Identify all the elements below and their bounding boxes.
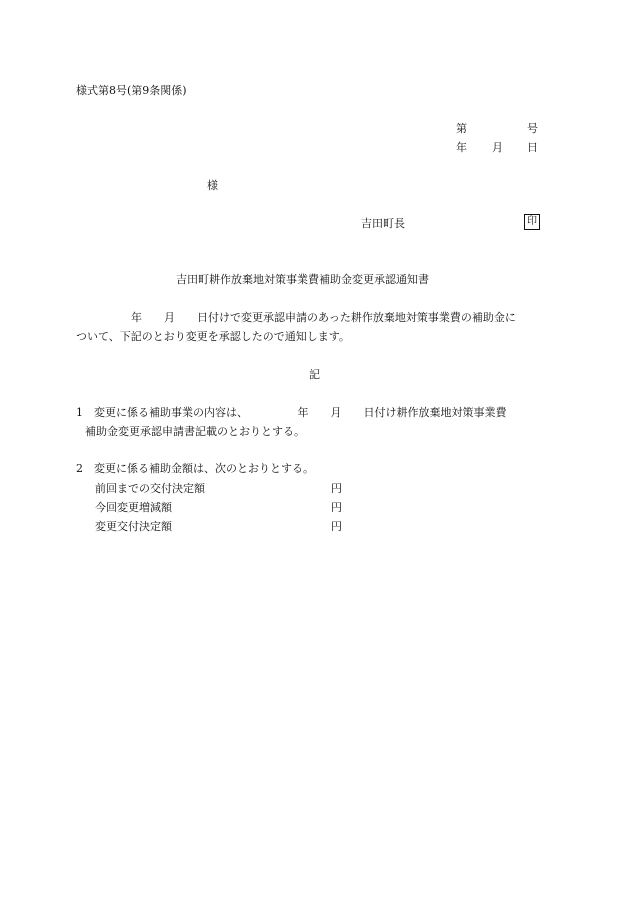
document-number-prefix: 第 [456, 122, 467, 135]
seal-mark: 印 [524, 214, 540, 230]
amount-label-change: 今回変更増減額 [95, 501, 172, 514]
document-number-suffix: 号 [527, 122, 538, 135]
item-1-line-2: 補助金変更承認申請書記載のとおりとする。 [85, 425, 305, 438]
amount-unit-revised: 円 [331, 520, 342, 533]
amount-label-previous: 前回までの交付決定額 [95, 482, 205, 495]
document-title: 吉田町耕作放棄地対策事業費補助金変更承認通知書 [176, 273, 429, 286]
item-1-line-1: 1 変更に係る補助事業の内容は、 年 月 日付け耕作放棄地対策事業費 [76, 406, 507, 419]
ki-heading: 記 [309, 368, 320, 381]
date-day: 日 [527, 141, 538, 154]
date-month: 月 [492, 141, 503, 154]
addressee-suffix: 様 [207, 179, 218, 192]
amount-unit-change: 円 [331, 501, 342, 514]
date-year: 年 [456, 141, 467, 154]
form-number: 様式第8号(第9条関係) [76, 84, 187, 97]
item-2-heading: 2 変更に係る補助金額は、次のとおりとする。 [76, 462, 314, 475]
sender-name: 吉田町長 [361, 217, 405, 230]
amount-label-revised: 変更交付決定額 [95, 520, 172, 533]
body-paragraph-line-2: ついて、下記のとおり変更を承認したので通知します。 [76, 330, 350, 343]
amount-unit-previous: 円 [331, 482, 342, 495]
body-paragraph-line-1: 年 月 日付けで変更承認申請のあった耕作放棄地対策事業費の補助金に [76, 311, 516, 324]
